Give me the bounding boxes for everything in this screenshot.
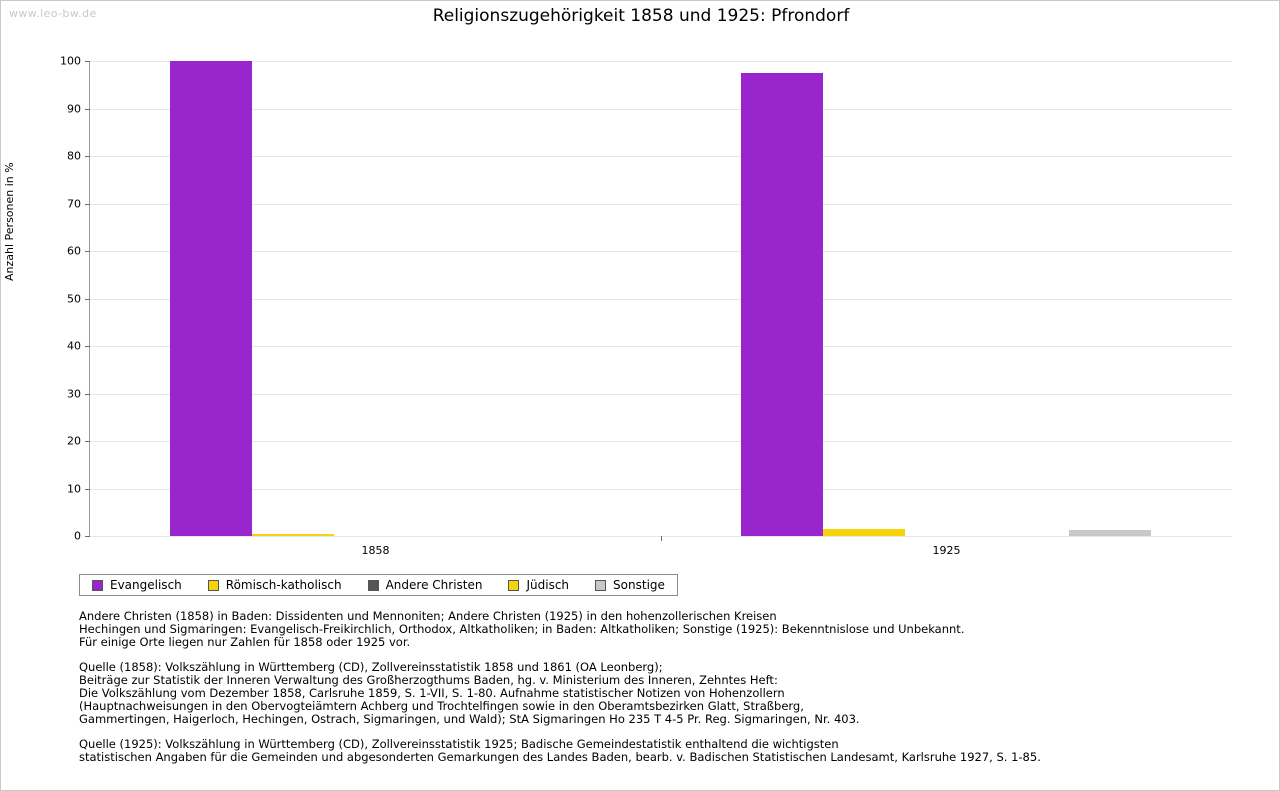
footnote-paragraph xyxy=(79,610,1229,650)
legend-label: Andere Christen xyxy=(385,578,483,592)
page-title: Religionszugehörigkeit 1858 und 1925: Pfrondorf xyxy=(432,6,850,26)
gridline xyxy=(90,156,1232,157)
y-axis-tick-label: 20 xyxy=(67,434,81,448)
gridline xyxy=(90,346,1232,347)
legend-swatch xyxy=(208,580,219,591)
y-axis-tick xyxy=(85,346,90,347)
legend-item-andere-christen[interactable] xyxy=(368,578,483,592)
footnote-paragraph xyxy=(79,661,1229,727)
plot-area xyxy=(60,54,1232,557)
gridline xyxy=(90,489,1232,490)
footnote-line: statistischen Angaben für die Gemeinden und abgesonderten Gemarkungen des Landes Baden, bearb. v. Badischen Statistischen Landesamt, Karlsruhe 1927, S. 1-85. xyxy=(79,749,1041,764)
y-axis-tick-label: 70 xyxy=(67,197,81,210)
y-axis-label: Anzahl Personen in % xyxy=(3,162,16,281)
gridline xyxy=(90,299,1232,300)
bar-1925-sonstige xyxy=(1069,530,1151,536)
y-axis-tick-label: 40 xyxy=(67,339,81,353)
legend-item-evangelisch[interactable] xyxy=(92,578,182,592)
y-axis-tick xyxy=(85,489,90,490)
y-axis-tick xyxy=(85,441,90,442)
legend-swatch xyxy=(508,580,519,591)
legend-swatch xyxy=(368,580,379,591)
gridline xyxy=(90,394,1232,395)
legend-item-j-disch[interactable] xyxy=(508,578,569,592)
y-axis-tick xyxy=(85,394,90,395)
footnote-line: Beiträge zur Statistik der Inneren Verwaltung des Großherzogthums Baden, hg. v. Ministerium des Inneren, Zehntes Heft: xyxy=(79,672,778,687)
watermark: www.leo-bw.de xyxy=(9,7,97,20)
y-axis-tick xyxy=(85,61,90,62)
x-axis-tick-label: 1925 xyxy=(932,544,961,557)
bar-1925-evangelisch xyxy=(741,73,823,536)
y-axis-tick-label: 50 xyxy=(67,292,81,305)
legend-label: Römisch-katholisch xyxy=(225,578,342,592)
x-axis-tick xyxy=(661,536,662,541)
gridline xyxy=(90,204,1232,205)
y-axis-tick-label: 0 xyxy=(74,529,81,543)
legend-swatch xyxy=(595,580,606,591)
footnote-line: Andere Christen (1858) in Baden: Dissidenten und Mennoniten; Andere Christen (1925) in den hohenzollerischen Kreisen xyxy=(79,609,777,623)
footnote-line: (Hauptnachweisungen in den Obervogteiämtern Achberg und Trochtelfingen sowie in den Oberamtsbezirken Glatt, Straßberg, xyxy=(79,699,804,714)
bar-1858-evangelisch xyxy=(170,61,252,536)
y-axis-tick-label: 30 xyxy=(67,387,81,400)
y-axis-tick-label: 100 xyxy=(60,54,81,68)
footnote-line: Hechingen und Sigmaringen: Evangelisch-Freikirchlich, Orthodox, Altkatholiken; in Baden: Altkatholiken; Sonstige (1925): Bekenntnislose und Unbekannt. xyxy=(79,622,965,637)
bar-1925-r-misch-katholisch xyxy=(823,529,905,536)
chart-legend xyxy=(79,574,678,596)
footnote-line: Für einige Orte liegen nur Zahlen für 1858 oder 1925 vor. xyxy=(79,635,411,650)
legend-swatch xyxy=(92,580,103,591)
legend-label: Evangelisch xyxy=(110,578,182,592)
y-axis-tick-label: 60 xyxy=(67,244,81,258)
bar-1858-r-misch-katholisch xyxy=(252,534,334,536)
footnote-paragraph xyxy=(79,738,1229,764)
gridline xyxy=(90,251,1232,252)
footnotes xyxy=(79,610,1229,764)
gridline xyxy=(90,441,1232,442)
footnote-line: Die Volkszählung vom Dezember 1858, Carlsruhe 1859, S. 1-VII, S. 1-80. Aufnahme statistischer Notizen von Hohenzollern xyxy=(79,686,785,701)
footnote-line: Quelle (1925): Volkszählung in Württemberg (CD), Zollvereinsstatistik 1925; Badische Gemeindestatistik enthaltend die wichtigsten xyxy=(79,736,839,751)
y-axis-tick xyxy=(85,156,90,157)
x-axis-tick-label: 1858 xyxy=(361,544,390,557)
gridline xyxy=(90,61,1232,62)
y-axis-tick-label: 10 xyxy=(67,482,81,495)
footnote-line: Gammertingen, Haigerloch, Hechingen, Ostrach, Sigmaringen, und Wald); StA Sigmaringen Ho 235 T 4-5 Pr. Reg. Sigmaringen, Nr. 403. xyxy=(79,712,860,727)
footnote-line: Quelle (1858): Volkszählung in Württemberg (CD), Zollvereinsstatistik 1858 und 1861 (OA Leonberg); xyxy=(79,659,663,674)
legend-label: Sonstige xyxy=(613,578,665,592)
legend-label: Jüdisch xyxy=(526,578,570,592)
y-axis-tick-label: 80 xyxy=(67,149,81,163)
y-axis-tick-label: 90 xyxy=(67,102,81,115)
y-axis-tick xyxy=(85,299,90,300)
legend-item-r-misch-katholisch[interactable] xyxy=(208,578,342,592)
y-axis-tick xyxy=(85,109,90,110)
gridline xyxy=(90,109,1232,110)
y-axis-tick xyxy=(85,536,90,537)
y-axis-tick xyxy=(85,251,90,252)
y-axis-tick xyxy=(85,204,90,205)
legend-item-sonstige[interactable] xyxy=(595,578,665,592)
